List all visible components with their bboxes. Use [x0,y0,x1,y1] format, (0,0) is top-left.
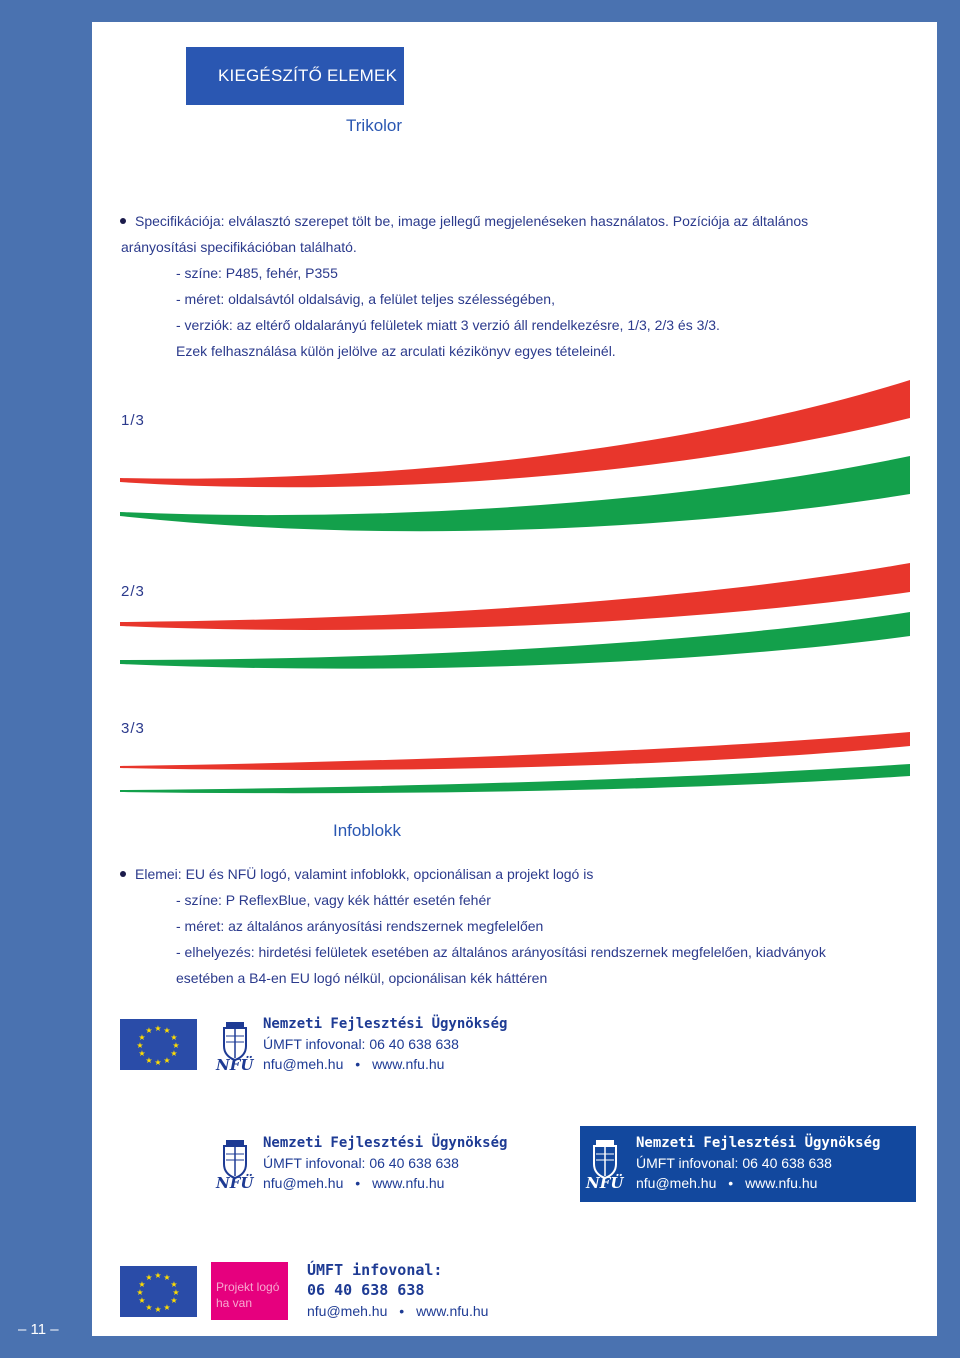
section-title: KIEGÉSZÍTŐ ELEMEK [218,66,398,85]
separator: • [355,1056,361,1072]
nfu-logo-text: NFÜ [216,1056,254,1074]
stripe-red-3-3 [120,732,910,770]
svg-text:★: ★ [145,1026,153,1035]
nfu-logo-text: NFÜ [216,1174,254,1192]
version-label-2-3: 2/3 [121,583,145,600]
separator: • [399,1303,405,1319]
email[interactable]: nfu@meh.hu [263,1175,344,1191]
nfu-logo-text: NFÜ [586,1174,624,1192]
svg-text:★: ★ [154,1271,162,1280]
org-name: Nemzeti Fejlesztési Ügynökség [263,1135,508,1151]
org-name: Nemzeti Fejlesztési Ügynökség [263,1016,508,1032]
contact-line [636,1173,880,1193]
spec-color: - színe: P485, fehér, P355 [176,265,338,281]
subtitle-trikolor: Trikolor [346,116,403,135]
spec-versions: - verziók: az eltérő oldalarányú felületek miatt 3 verzió áll rendelkezésre, 1/3, 2/3 és 3/3. [176,317,720,333]
separator: • [728,1175,734,1191]
svg-text:★: ★ [163,1303,171,1312]
info-block-3-blue [580,1126,916,1202]
nfu-logo [216,1138,256,1192]
email[interactable]: nfu@meh.hu [636,1175,717,1191]
contact-line [307,1301,488,1321]
svg-text:★: ★ [138,1033,146,1042]
version-label-1-3: 1/3 [121,412,145,429]
subtitle-infoblokk: Infoblokk [333,821,402,840]
svg-text:★: ★ [163,1056,171,1065]
bullet-dot [120,871,126,877]
hotline: ÚMFT infovonal: 06 40 638 638 [636,1155,832,1171]
stripe-red-2-3 [120,563,910,630]
page-number: – 11 – [18,1321,59,1338]
spec-size: - méret: oldalsávtól oldalsávig, a felület teljes szélességében, [176,291,555,307]
nfu-logo [216,1020,256,1074]
info-elements: Elemei: EU és NFÜ logó, valamint infoblokk, opcionálisan a projekt logó is [135,866,594,882]
contact-line [263,1054,507,1074]
website[interactable]: www.nfu.hu [372,1175,445,1191]
svg-text:★: ★ [170,1049,178,1058]
contact-line [263,1173,507,1193]
info-size: - méret: az általános arányosítási rendszernek megfelelően [176,918,544,934]
svg-text:★: ★ [138,1296,146,1305]
spec-usage: Ezek felhasználása külön jelölve az arculati kézikönyv egyes tételeinél. [176,343,616,359]
svg-text:★: ★ [172,1041,180,1050]
svg-text:★: ★ [170,1296,178,1305]
info-block-3-text [636,1135,880,1193]
eu-flag-logo [120,1266,197,1317]
svg-text:★: ★ [154,1058,162,1067]
svg-text:★: ★ [170,1280,178,1289]
nfu-logo-white [586,1138,626,1192]
svg-text:★: ★ [163,1026,171,1035]
eu-flag-logo [120,1019,197,1070]
info-color: - színe: P ReflexBlue, vagy kék háttér esetén fehér [176,892,491,908]
project-logo-line-1: Projekt logó [216,1280,280,1294]
svg-text:★: ★ [138,1049,146,1058]
svg-text:★: ★ [145,1273,153,1282]
email[interactable]: nfu@meh.hu [263,1056,344,1072]
website[interactable]: www.nfu.hu [745,1175,818,1191]
project-logo-text [216,1279,279,1311]
info-block-4 [307,1261,488,1321]
svg-text:★: ★ [170,1033,178,1042]
eu-stars-icon [120,1019,197,1070]
info-block-2 [263,1135,507,1193]
hotline-number: 06 40 638 638 [307,1281,425,1299]
svg-text:★: ★ [163,1273,171,1282]
svg-text:★: ★ [172,1288,180,1297]
svg-text:★: ★ [136,1288,144,1297]
spec-line-2: arányosítási specifikációban található. [121,239,357,255]
svg-text:★: ★ [136,1041,144,1050]
spec-line-1: Specifikációja: elválasztó szerepet tölt be, image jellegű megjelenéseken használatos. Pozíciója az általános [135,213,809,229]
email[interactable]: nfu@meh.hu [307,1303,388,1319]
hotline: ÚMFT infovonal: 06 40 638 638 [263,1155,459,1171]
project-logo-placeholder [211,1262,288,1320]
separator: • [355,1175,361,1191]
org-name: Nemzeti Fejlesztési Ügynökség [636,1135,881,1151]
website[interactable]: www.nfu.hu [416,1303,489,1319]
svg-text:★: ★ [138,1280,146,1289]
svg-text:★: ★ [145,1056,153,1065]
svg-text:★: ★ [145,1303,153,1312]
website[interactable]: www.nfu.hu [372,1056,445,1072]
eu-stars-icon [120,1266,197,1317]
stripe-red-1-3 [120,380,910,487]
info-placement-1: - elhelyezés: hirdetési felületek esetében az általános arányosítási rendszernek megfelelően, kiadványok [176,944,826,960]
info-placement-2: esetében a B4-en EU logó nélkül, opcionálisan kék háttéren [176,970,548,986]
info-block-1 [263,1016,507,1074]
hotline: ÚMFT infovonal: 06 40 638 638 [263,1036,459,1052]
hotline-label: ÚMFT infovonal: [307,1261,443,1279]
svg-text:★: ★ [154,1305,162,1314]
project-logo-line-2: ha van [216,1296,253,1310]
version-label-3-3: 3/3 [121,720,145,737]
svg-text:★: ★ [154,1024,162,1033]
